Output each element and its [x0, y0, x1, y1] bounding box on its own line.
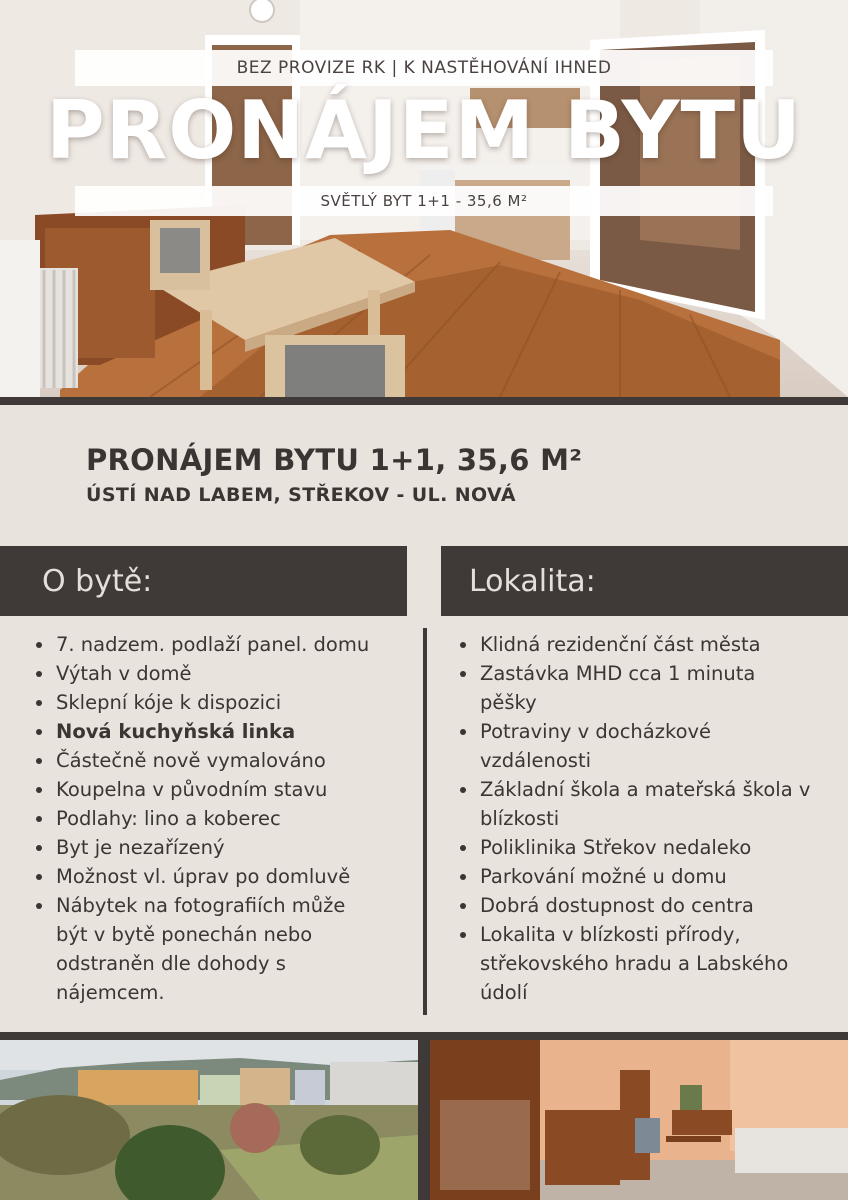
list-item: Možnost vl. úprav po domluvě [32, 862, 407, 891]
list-item: Koupelna v původním stavu [32, 775, 407, 804]
list-item: Sklepní kóje k dispozici [32, 688, 407, 717]
about-heading: O bytě: [42, 563, 153, 599]
list-item: Potraviny v docházkové vzdálenosti [456, 717, 780, 775]
photos-divider [0, 1032, 848, 1040]
list-item: Výtah v domě [32, 659, 407, 688]
list-item: Klidná rezidenční část města [456, 630, 836, 659]
locality-header [441, 546, 848, 616]
photos-gap [418, 1040, 430, 1200]
hero-divider [0, 397, 848, 405]
list-item: Nábytek na fotografiích může být v bytě ponechán nebo odstraněn dle dohody s nájemcem. [32, 891, 366, 1007]
locality-heading: Lokalita: [469, 563, 596, 599]
no-commission-banner: BEZ PROVIZE RK | K NASTĚHOVÁNÍ IHNED [75, 50, 773, 86]
list-item: Zastávka MHD cca 1 minuta pěšky [456, 659, 780, 717]
list-item: Dobrá dostupnost do centra [456, 891, 836, 920]
list-item: Podlahy: lino a koberec [32, 804, 407, 833]
locality-list [456, 630, 836, 1007]
list-item: 7. nadzem. podlaží panel. domu [32, 630, 407, 659]
list-item: Základní škola a mateřská škola v blízkosti [456, 775, 835, 833]
list-item: Nová kuchyňská linka [32, 717, 407, 746]
listing-location: ÚSTÍ NAD LABEM, STŘEKOV - UL. NOVÁ [86, 484, 516, 506]
column-divider [423, 628, 427, 1015]
list-item: Poliklinika Střekov nedaleko [456, 833, 836, 862]
about-apartment-list [32, 630, 407, 1007]
neighborhood-photo [0, 1040, 418, 1200]
list-item: Byt je nezařízený [32, 833, 407, 862]
listing-title: PRONÁJEM BYTU 1+1, 35,6 M² [86, 443, 583, 477]
list-item: Lokalita v blízkosti přírody, střekovského hradu a Labského údolí [456, 920, 835, 1007]
list-item: Částečně nově vymalováno [32, 746, 407, 775]
list-item: Parkování možné u domu [456, 862, 836, 891]
hero-title: PRONÁJEM BYTU [45, 84, 803, 177]
about-apartment-header [0, 546, 407, 616]
apartment-size-banner: SVĚTLÝ BYT 1+1 - 35,6 M² [75, 186, 773, 216]
room-photo [430, 1040, 848, 1200]
hero-photo [0, 0, 848, 397]
